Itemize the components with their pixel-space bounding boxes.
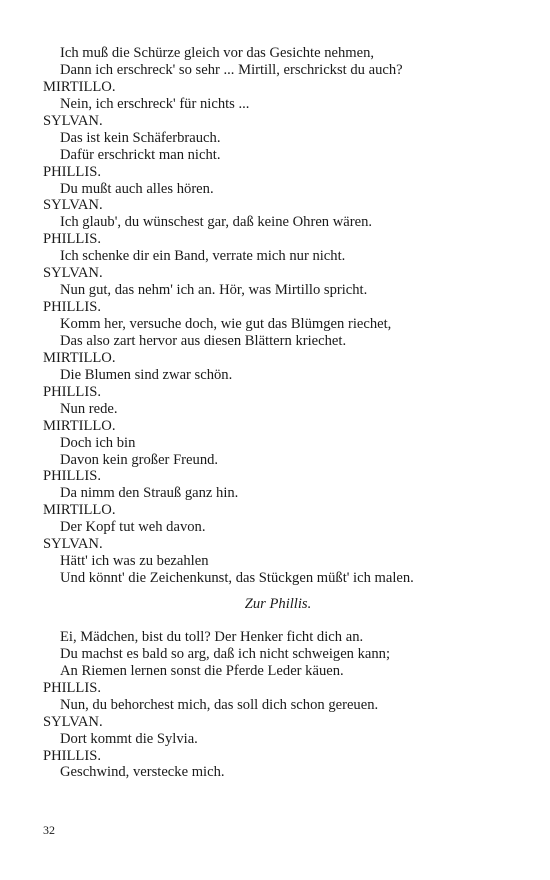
verse-line: Nein, ich erschreck' für nichts ... <box>60 95 250 112</box>
verse-line: Dort kommt die Sylvia. <box>60 730 198 747</box>
verse-line: Der Kopf tut weh davon. <box>60 519 206 536</box>
verse-line: An Riemen lernen sonst die Pferde Leder käuen. <box>60 662 344 679</box>
page-number: 32 <box>43 823 55 837</box>
verse-line: Da nimm den Strauß ganz hin. <box>60 485 239 502</box>
speaker-name: SYLVAN. <box>43 197 103 214</box>
verse-line: Hätt' ich was zu bezahlen <box>60 553 209 570</box>
speaker-name: PHILLIS. <box>43 383 101 400</box>
speaker-name: SYLVAN. <box>43 112 103 129</box>
speaker-name: MIRTILLO. <box>43 78 116 95</box>
verse-line: Geschwind, verstecke mich. <box>60 764 225 781</box>
verse-line: Nun, du behorchest mich, das soll dich schon gereuen. <box>60 696 379 713</box>
verse-line: Dafür erschrickt man nicht. <box>60 146 221 163</box>
verse-line: Das also zart hervor aus diesen Blättern kriechet. <box>60 332 347 349</box>
verse-line: Komm her, versuche doch, wie gut das Blümgen riechet, <box>60 316 392 332</box>
speaker-name: PHILLIS. <box>43 299 101 316</box>
verse-line: Ich glaub', du wünschest gar, daß keine Ohren wären. <box>60 214 373 231</box>
verse-line: Du mußt auch alles hören. <box>60 180 214 197</box>
verse-line: Ei, Mädchen, bist du toll? Der Henker ficht dich an. <box>60 628 364 645</box>
verse-line: Das ist kein Schäferbrauch. <box>60 129 221 146</box>
speaker-name: SYLVAN. <box>43 265 103 282</box>
play-text <box>43 45 513 781</box>
verse-line: Die Blumen sind zwar schön. <box>60 366 233 383</box>
speaker-name: MIRTILLO. <box>43 502 116 519</box>
stage-direction: Zur Phillis. <box>244 596 312 612</box>
speaker-name: SYLVAN. <box>43 713 103 730</box>
speaker-name: PHILLIS. <box>43 468 101 485</box>
verse-line: Ich muß die Schürze gleich vor das Gesichte nehmen, <box>60 45 375 61</box>
verse-line: Ich schenke dir ein Band, verrate mich nur nicht. <box>60 248 346 265</box>
speaker-name: MIRTILLO. <box>43 417 116 434</box>
verse-line: Davon kein großer Freund. <box>60 451 219 468</box>
speaker-name: MIRTILLO. <box>43 349 116 366</box>
verse-line: Doch ich bin <box>60 434 136 451</box>
verse-line: Und könnt' die Zeichenkunst, das Stückgen müßt' ich malen. <box>60 570 414 587</box>
speaker-name: PHILLIS. <box>43 231 101 248</box>
speaker-name: PHILLIS. <box>43 747 101 764</box>
verse-line: Nun rede. <box>60 400 118 417</box>
speaker-name: PHILLIS. <box>43 163 101 180</box>
verse-line: Nun gut, das nehm' ich an. Hör, was Mirtillo spricht. <box>60 282 368 299</box>
verse-line: Du machst es bald so arg, daß ich nicht schweigen kann; <box>60 645 391 662</box>
verse-line: Dann ich erschreck' so sehr ... Mirtill, erschrickst du auch? <box>60 61 403 78</box>
speaker-name: PHILLIS. <box>43 679 101 696</box>
speaker-name: SYLVAN. <box>43 536 103 553</box>
